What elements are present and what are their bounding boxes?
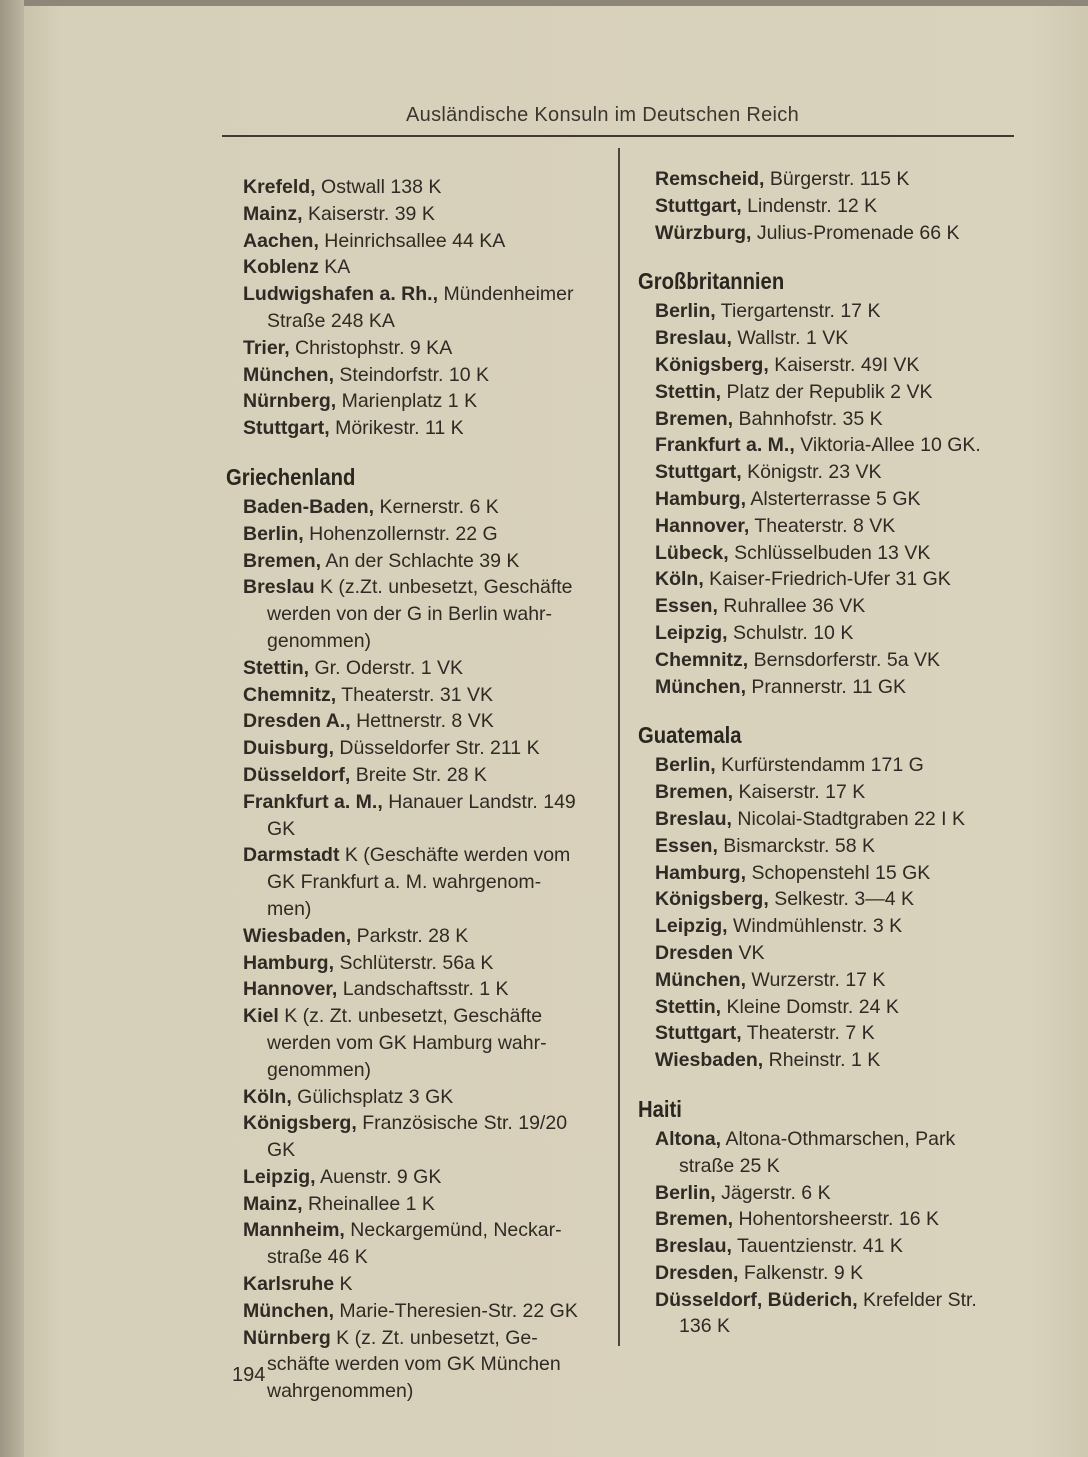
consulate-address: Hohentorsheerstr. 16 K (738, 1208, 939, 1231)
consulate-address: Platz der Republik 2 VK (726, 380, 933, 403)
entry-continuation: Straße 248 KA (267, 309, 395, 332)
left-column (226, 174, 614, 1405)
city-name: München, (655, 968, 746, 991)
city-name: Breslau, (655, 807, 732, 830)
city-name: Duisburg, (243, 737, 334, 760)
consulate-entry (226, 923, 614, 950)
city-name: Breslau, (655, 327, 732, 350)
consulate-address: Schulstr. 10 K (733, 621, 854, 644)
consulate-address: An der Schlachte 39 K (325, 549, 520, 572)
consulate-address: Julius-Promenade 66 K (756, 221, 960, 244)
consulate-address: Schlüsselbuden 13 VK (734, 541, 931, 564)
city-name: Baden-Baden, (243, 495, 375, 518)
running-header: Ausländische Konsuln im Deutschen Reich (406, 104, 800, 126)
consulate-entry (638, 1260, 1038, 1287)
consulate-address: Ostwall 138 K (321, 176, 442, 198)
consulate-entry (638, 352, 1038, 379)
consulate-entry (226, 335, 614, 362)
consulate-entry (638, 647, 1038, 674)
consulate-entry (226, 1217, 614, 1271)
consulate-entry (638, 967, 1038, 994)
consulate-entry (638, 860, 1038, 887)
city-name: München, (243, 1299, 334, 1322)
consulate-address: K (339, 1273, 353, 1296)
consulate-address: Theaterstr. 7 K (746, 1022, 875, 1045)
consulate-address: Französische Str. 19/20 (362, 1112, 568, 1135)
consulate-entry (226, 1003, 614, 1083)
city-name: Karlsruhe (243, 1273, 335, 1296)
city-name: Altona, (655, 1127, 722, 1150)
city-name: Trier, (243, 336, 290, 359)
consulate-entry (226, 976, 614, 1003)
entry-continuation: GK (267, 817, 296, 840)
consulate-address: Bürgerstr. 115 K (769, 168, 910, 190)
consulate-address: Bernsdorferstr. 5a VK (753, 648, 941, 671)
consulate-address: Ruhrallee 36 VK (723, 595, 866, 618)
consulate-entry (638, 540, 1038, 567)
city-name: Berlin, (655, 300, 716, 323)
consulate-address: Schopenstehl 15 GK (751, 861, 931, 884)
city-name: Stettin, (655, 380, 722, 403)
consulate-address: Alsterterrasse 5 GK (750, 487, 921, 510)
city-name: Königsberg, (655, 353, 769, 376)
entry-continuation: genommen) (267, 629, 372, 652)
header-rule (222, 135, 1014, 137)
city-name: Bremen, (655, 1208, 734, 1231)
consulate-entry (226, 762, 614, 789)
city-name: Leipzig, (655, 621, 728, 644)
city-name: Darmstadt (243, 844, 340, 867)
consulate-address: Kaiserstr. 49I VK (774, 353, 920, 376)
consulate-entry (226, 174, 614, 201)
consulate-entry (226, 1110, 614, 1164)
consulate-address: K (z. Zt. unbesetzt, Geschäfte (284, 1005, 543, 1028)
city-name: Würzburg, (655, 221, 752, 244)
consulate-entry (226, 1271, 614, 1298)
city-name: Nürnberg (243, 1326, 331, 1349)
city-name: Frankfurt a. M., (655, 434, 795, 457)
country-heading: Griechenland (226, 463, 356, 490)
consulate-address: Steindorfstr. 10 K (339, 363, 490, 386)
city-name: Hannover, (243, 978, 338, 1001)
consulate-entry (638, 994, 1038, 1021)
consulate-entry (638, 406, 1038, 433)
entry-continuation: GK (267, 1139, 296, 1162)
page-top-edge (0, 0, 1088, 6)
consulate-entry (226, 228, 614, 255)
city-name: Chemnitz, (655, 648, 749, 671)
consulate-address: Kleine Domstr. 24 K (726, 995, 899, 1018)
consulate-address: Schlüterstr. 56a K (339, 951, 494, 974)
city-name: Bremen, (655, 407, 734, 430)
entry-continuation: genommen) (267, 1058, 372, 1081)
consulate-address: Prannerstr. 11 GK (751, 675, 907, 698)
consulate-entry (226, 1191, 614, 1218)
consulate-address: VK (738, 941, 765, 964)
consulate-address: Wallstr. 1 VK (737, 327, 849, 350)
city-name: München, (243, 363, 334, 386)
city-name: München, (655, 675, 746, 698)
consulate-address: Gülichsplatz 3 GK (297, 1085, 454, 1108)
consulate-entry (638, 779, 1038, 806)
entry-continuation: wahrgenommen) (267, 1380, 414, 1403)
consulate-entry (226, 708, 614, 735)
city-name: Bremen, (655, 781, 734, 804)
city-name: Chemnitz, (243, 683, 337, 706)
consulate-entry (638, 833, 1038, 860)
consulate-entry (638, 886, 1038, 913)
entry-continuation: werden vom GK Hamburg wahr- (267, 1031, 547, 1054)
consulate-address: Gr. Oderstr. 1 VK (314, 656, 463, 679)
consulate-entry (638, 1126, 1038, 1180)
consulate-address: Neckargemünd, Neckar- (350, 1219, 562, 1242)
city-name: Mainz, (243, 1192, 303, 1215)
consulate-address: Königstr. 23 VK (747, 461, 882, 484)
page-number: 194 (232, 1364, 266, 1386)
consulate-address: Düsseldorfer Str. 211 K (339, 737, 540, 760)
consulate-address: Theaterstr. 8 VK (754, 514, 896, 537)
consulate-entry (226, 655, 614, 682)
consulate-entry (226, 494, 614, 521)
consulate-entry (638, 1047, 1038, 1074)
consulate-address: Viktoria-Allee 10 GK. (800, 434, 981, 457)
consulate-entry (226, 362, 614, 389)
right-column (638, 166, 1038, 1340)
consulate-entry (226, 521, 614, 548)
consulate-entry (638, 298, 1038, 325)
city-name: Dresden A., (243, 710, 351, 733)
city-name: Kiel (243, 1005, 279, 1028)
consulate-address: Wurzerstr. 17 K (751, 968, 886, 991)
city-name: Stuttgart, (655, 194, 742, 217)
consulate-entry (638, 566, 1038, 593)
consulate-address: Mörikestr. 11 K (335, 417, 464, 440)
consulate-address: Kaiserstr. 39 K (308, 202, 435, 225)
city-name: Essen, (655, 834, 718, 857)
consulate-address: Altona-Othmarschen, Park (725, 1127, 956, 1150)
entry-continuation: men) (267, 897, 312, 920)
consulate-entry (638, 166, 1038, 193)
city-name: Düsseldorf, Büderich, (655, 1288, 858, 1311)
consulate-entry (638, 220, 1038, 247)
consulate-entry (226, 254, 614, 281)
consulate-entry (226, 789, 614, 843)
city-name: Stettin, (655, 995, 722, 1018)
consulate-address: Bahnhofstr. 35 K (738, 407, 883, 430)
entry-continuation: straße 46 K (267, 1246, 368, 1269)
consulate-entry (226, 1325, 614, 1405)
consulate-entry (226, 950, 614, 977)
city-name: Stettin, (243, 656, 310, 679)
page-binding-edge (0, 0, 24, 1457)
consulate-address: Tauentzienstr. 41 K (737, 1235, 903, 1258)
consulate-address: Nicolai-Stadtgraben 22 I K (737, 807, 966, 830)
country-heading: Haiti (638, 1095, 682, 1122)
city-name: Ludwigshafen a. Rh., (243, 283, 439, 306)
country-heading: Guatemala (638, 722, 742, 749)
consulate-entry (226, 1164, 614, 1191)
consulate-entry (638, 325, 1038, 352)
city-name: Königsberg, (243, 1112, 357, 1135)
entry-continuation: GK Frankfurt a. M. wahrgenom- (267, 871, 542, 894)
consulate-address: Theaterstr. 31 VK (341, 683, 493, 706)
city-name: Stuttgart, (243, 417, 330, 440)
city-name: Stuttgart, (655, 1022, 742, 1045)
consulate-address: Jägerstr. 6 K (721, 1181, 831, 1204)
entry-continuation: 136 K (679, 1315, 730, 1338)
city-name: Krefeld, (243, 176, 316, 198)
city-name: Hannover, (655, 514, 750, 537)
entry-continuation: werden von der G in Berlin wahr- (267, 603, 553, 626)
city-name: Leipzig, (655, 915, 728, 938)
city-name: Hamburg, (655, 487, 747, 510)
city-name: Remscheid, (655, 168, 765, 190)
city-name: Nürnberg, (243, 390, 337, 413)
consulate-address: KA (324, 256, 351, 279)
city-name: Köln, (243, 1085, 292, 1108)
city-name: Hamburg, (655, 861, 747, 884)
consulate-entry (638, 1180, 1038, 1207)
city-name: Dresden, (655, 1261, 739, 1284)
consulate-address: Windmühlenstr. 3 K (733, 915, 903, 938)
city-name: Berlin, (243, 522, 304, 545)
consulate-address: Parkstr. 28 K (356, 924, 469, 947)
consulate-entry (638, 620, 1038, 647)
city-name: Bremen, (243, 549, 322, 572)
city-name: Frankfurt a. M., (243, 790, 383, 813)
city-name: Hamburg, (243, 951, 335, 974)
consulate-address: Krefelder Str. (863, 1288, 977, 1311)
entry-continuation: schäfte werden vom GK München (267, 1353, 561, 1376)
city-name: Lübeck, (655, 541, 729, 564)
consulate-entry (638, 486, 1038, 513)
consulate-entry (226, 842, 614, 922)
consulate-address: Selkestr. 3—4 K (774, 888, 915, 911)
country-heading: Großbritannien (638, 268, 785, 295)
city-name: Berlin, (655, 1181, 716, 1204)
consulate-address: Kaiser-Friedrich-Ufer 31 GK (709, 568, 951, 591)
city-name: Leipzig, (243, 1165, 316, 1188)
consulate-address: Auenstr. 9 GK (319, 1165, 442, 1188)
consulate-address: Hohenzollernstr. 22 G (309, 522, 498, 545)
city-name: Düsseldorf, (243, 763, 351, 786)
consulate-entry (638, 806, 1038, 833)
consulate-address: Rheinallee 1 K (308, 1192, 435, 1215)
consulate-entry (638, 913, 1038, 940)
consulate-entry (226, 1084, 614, 1111)
city-name: Breslau, (655, 1235, 732, 1258)
consulate-address: Breite Str. 28 K (355, 763, 487, 786)
consulate-address: Landschaftsstr. 1 K (342, 978, 509, 1001)
consulate-address: Mündenheimer (443, 283, 574, 306)
city-name: Wiesbaden, (243, 924, 352, 947)
consulate-address: Bismarckstr. 58 K (723, 834, 876, 857)
consulate-address: Tiergartenstr. 17 K (720, 300, 881, 323)
consulate-entry (638, 752, 1038, 779)
consulate-entry (226, 1298, 614, 1325)
consulate-address: K (Geschäfte werden vom (344, 844, 571, 867)
consulate-address: Falkenstr. 9 K (743, 1261, 864, 1284)
consulate-address: Hettnerstr. 8 VK (356, 710, 494, 733)
consulate-entry (638, 1287, 1038, 1341)
city-name: Stuttgart, (655, 461, 742, 484)
city-name: Köln, (655, 568, 704, 591)
city-name: Wiesbaden, (655, 1049, 764, 1072)
consulate-address: Kaiserstr. 17 K (738, 781, 866, 804)
consulate-entry (226, 415, 614, 442)
consulate-entry (226, 574, 614, 654)
consulate-address: K (z.Zt. unbesetzt, Geschäfte (319, 576, 573, 599)
city-name: Mannheim, (243, 1219, 345, 1242)
consulate-entry (226, 682, 614, 709)
consulate-address: Lindenstr. 12 K (747, 194, 878, 217)
city-name: Dresden (655, 941, 734, 964)
consulate-entry (638, 379, 1038, 406)
consulate-entry (226, 388, 614, 415)
consulate-entry (638, 593, 1038, 620)
city-name: Mainz, (243, 202, 303, 225)
consulate-entry (226, 201, 614, 228)
consulate-entry (638, 1020, 1038, 1047)
city-name: Breslau (243, 576, 315, 599)
consulate-entry (226, 548, 614, 575)
entry-continuation: straße 25 K (679, 1154, 780, 1177)
consulate-address: Rheinstr. 1 K (768, 1049, 881, 1072)
consulate-entry (226, 281, 614, 335)
city-name: Königsberg, (655, 888, 769, 911)
consulate-address: Heinrichsallee 44 KA (324, 229, 506, 252)
city-name: Koblenz (243, 256, 319, 279)
city-name: Aachen, (243, 229, 319, 252)
city-name: Essen, (655, 595, 718, 618)
consulate-entry (638, 432, 1038, 459)
consulate-entry (226, 735, 614, 762)
consulate-entry (638, 674, 1038, 701)
city-name: Berlin, (655, 754, 716, 777)
consulate-address: Marienplatz 1 K (341, 390, 478, 413)
consulate-address: Kurfürstendamm 171 G (721, 754, 924, 777)
consulate-entry (638, 1233, 1038, 1260)
consulate-entry (638, 193, 1038, 220)
consulate-address: Hanauer Landstr. 149 (388, 790, 576, 813)
consulate-address: K (z. Zt. unbesetzt, Ge- (336, 1326, 538, 1349)
consulate-address: Marie-Theresien-Str. 22 GK (339, 1299, 578, 1322)
column-divider (618, 148, 620, 1346)
consulate-address: Kernerstr. 6 K (379, 495, 499, 518)
consulate-entry (638, 1206, 1038, 1233)
consulate-entry (638, 513, 1038, 540)
consulate-entry (638, 940, 1038, 967)
consulate-address: Christophstr. 9 KA (295, 336, 453, 359)
consulate-entry (638, 459, 1038, 486)
